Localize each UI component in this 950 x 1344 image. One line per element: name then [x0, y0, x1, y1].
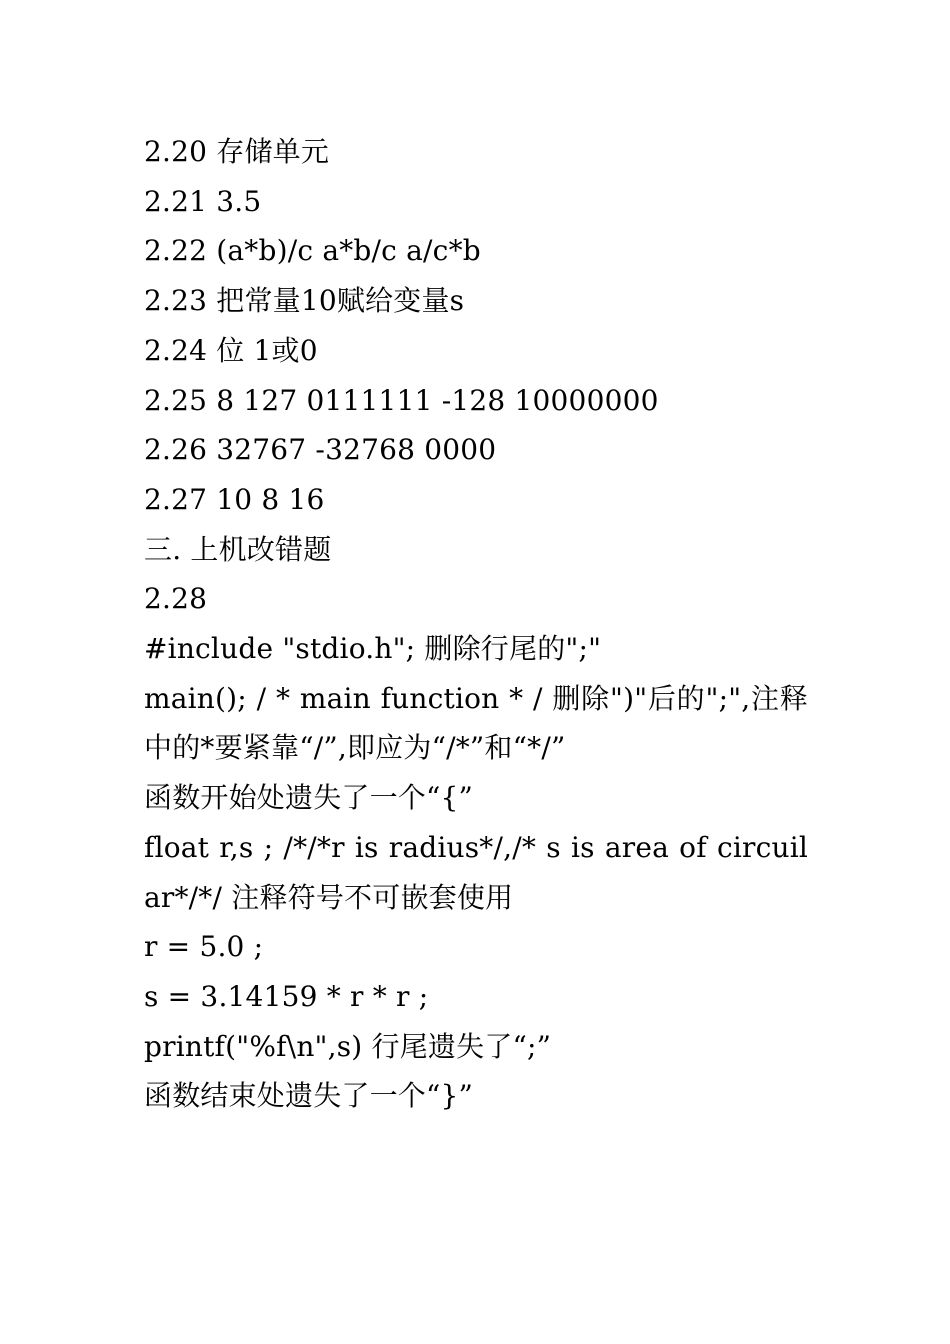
answer-2-24: 2.24 位 1或0 [144, 333, 318, 367]
document-body [144, 127, 808, 1121]
code-line-include: #include "stdio.h"; 删除行尾的";" [144, 632, 602, 666]
answer-2-27: 2.27 10 8 16 [144, 482, 325, 516]
code-line-main: main(); / * main function * / 删除")"后的";",注释中的*要紧靠“/”,即应为“/*”和“*/” [144, 681, 808, 765]
section-heading: 三. 上机改错题 [144, 532, 332, 566]
code-line-s-assign: s = 3.14159 * r * r ; [144, 979, 429, 1013]
code-line-printf: printf("%f\n",s) 行尾遗失了“;” [144, 1029, 552, 1063]
note-open-brace: 函数开始处遗失了一个“{” [144, 781, 474, 815]
answer-2-22: 2.22 (a*b)/c a*b/c a/c*b [144, 234, 481, 268]
answer-2-21: 2.21 3.5 [144, 184, 262, 218]
answer-2-23: 2.23 把常量10赋给变量s [144, 284, 465, 318]
answer-2-25: 2.25 8 127 0111111 -128 10000000 [144, 383, 659, 417]
question-2-28-label: 2.28 [144, 582, 208, 616]
answer-2-20: 2.20 存储单元 [144, 135, 330, 168]
code-line-float: float r,s ; /*/*r is radius*/,/* s is area of circuilar*/*/ 注释符号不可嵌套使用 [144, 830, 808, 914]
code-line-r-assign: r = 5.0 ; [144, 930, 264, 964]
note-close-brace: 函数结束处遗失了一个“}” [144, 1079, 474, 1113]
answer-2-26: 2.26 32767 -32768 0000 [144, 433, 497, 467]
